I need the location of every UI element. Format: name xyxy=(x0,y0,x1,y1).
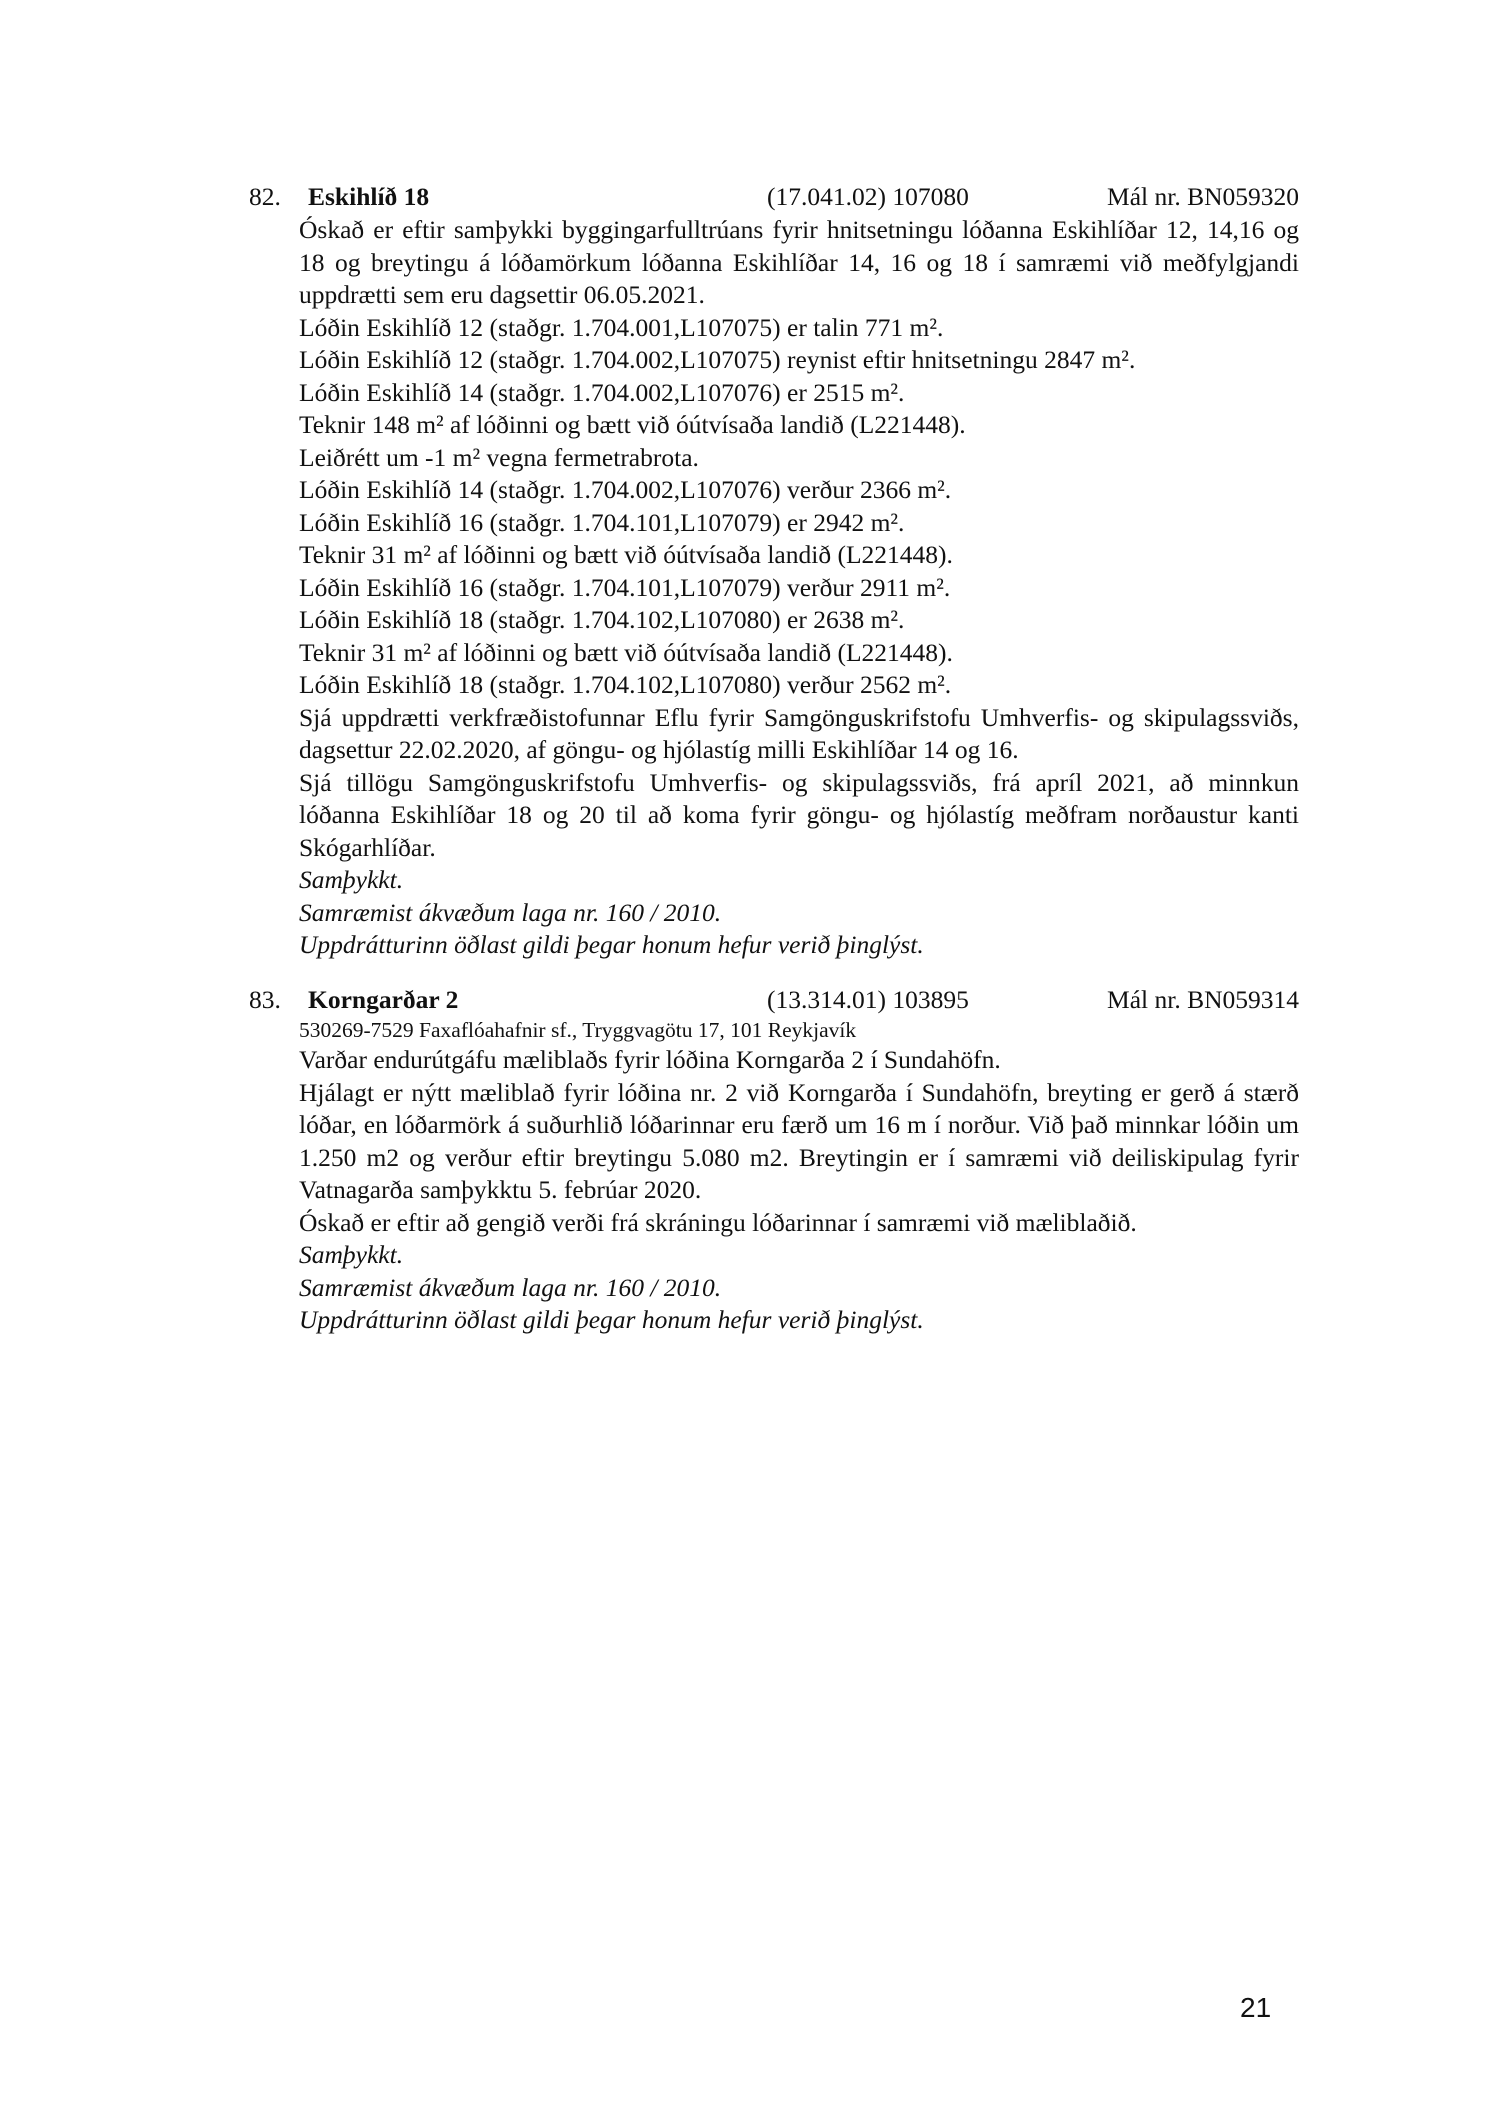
page-number: 21 xyxy=(1240,1992,1272,2023)
item-number: 82. xyxy=(249,182,281,211)
item-line: Lóðin Eskihlíð 14 (staðgr. 1.704.002,L107076) er 2515 m². xyxy=(299,377,905,407)
item-line: Óskað er eftir að gengið verði frá skráningu lóðarinnar í samræmi við mæliblaðið. xyxy=(299,1207,1137,1237)
item-reference: (17.041.02) 107080 xyxy=(767,182,969,211)
item-paragraph: Sjá uppdrætti verkfræðistofunnar Eflu fyrir Samgönguskrifstofu Umhverfis- og skipulagssviðs, dagsettur 22.02.2020, af göngu- og hjólastíg milli Eskihlíðar 14 og 16. xyxy=(299,702,1299,764)
agenda-item-83 xyxy=(249,983,1299,1337)
case-number: Mál nr. BN059314 xyxy=(1107,985,1299,1014)
item-line: Teknir 148 m² af lóðinni og bætt við óútvísaða landið (L221448). xyxy=(299,410,966,439)
item-body xyxy=(299,1017,1299,1337)
agenda-item-82 xyxy=(249,180,1299,962)
item-line: Lóðin Eskihlíð 12 (staðgr. 1.704.002,L107075) reynist eftir hnitsetningu 2847 m². xyxy=(299,345,1136,374)
item-line: Teknir 31 m² af lóðinni og bætt við óútvísaða landið (L221448). xyxy=(299,637,953,667)
item-line: Lóðin Eskihlíð 18 (staðgr. 1.704.102,L107080) er 2638 m². xyxy=(299,605,905,634)
item-line: Lóðin Eskihlíð 18 (staðgr. 1.704.102,L107080) verður 2562 m². xyxy=(299,670,952,699)
item-header xyxy=(249,983,1299,1017)
applicant: 530269-7529 Faxaflóahafnir sf., Tryggvagötu 17, 101 Reykjavík xyxy=(299,1018,857,1042)
item-paragraph: Óskað er eftir samþykki byggingarfulltrúans fyrir hnitsetningu lóðanna Eskihlíðar 12, 14,16 og 18 og breytingu á lóðamörkum lóðanna Eskihlíðar 14, 16 og 18 í samræmi við meðfylgjandi uppdrætti sem eru dagsettir 06.05.2021. xyxy=(299,215,1299,309)
decision-registration-note: Uppdrátturinn öðlast gildi þegar honum hefur verið þinglýst. xyxy=(299,930,924,959)
item-line: Lóðin Eskihlíð 16 (staðgr. 1.704.101,L107079) er 2942 m². xyxy=(299,507,905,537)
item-line: Lóðin Eskihlíð 14 (staðgr. 1.704.002,L107076) verður 2366 m². xyxy=(299,475,952,504)
item-header xyxy=(249,180,1299,214)
decision-approved: Samþykkt. xyxy=(299,865,404,894)
decision-law-reference: Samræmist ákvæðum laga nr. 160 / 2010. xyxy=(299,897,722,927)
case-number: Mál nr. BN059320 xyxy=(1107,182,1299,211)
item-paragraph: Hjálagt er nýtt mæliblað fyrir lóðina nr. 2 við Korngarða í Sundahöfn, breyting er gerð á stærð lóðar, en lóðarmörk á suðurhlið lóðarinnar eru færð um 16 m í norður. Við það minnkar lóðin um 1.250 m2 og verður eftir breytingu 5.080 m2. Breytingin er í samræmi við deiliskipulag fyrir Vatnagarða samþykktu 5. febrúar 2020. xyxy=(299,1077,1299,1204)
item-line: Leiðrétt um -1 m² vegna fermetrabrota. xyxy=(299,442,699,472)
item-line: Teknir 31 m² af lóðinni og bætt við óútvísaða landið (L221448). xyxy=(299,540,953,569)
item-line: Varðar endurútgáfu mæliblaðs fyrir lóðina Korngarða 2 í Sundahöfn. xyxy=(299,1045,1001,1074)
item-title: Korngarðar 2 xyxy=(308,985,459,1014)
item-line: Lóðin Eskihlíð 16 (staðgr. 1.704.101,L107079) verður 2911 m². xyxy=(299,572,951,602)
decision-approved: Samþykkt. xyxy=(299,1240,404,1269)
item-reference: (13.314.01) 103895 xyxy=(767,985,969,1014)
item-line: Lóðin Eskihlíð 12 (staðgr. 1.704.001,L107075) er talin 771 m². xyxy=(299,312,944,342)
item-body xyxy=(299,214,1299,962)
decision-registration-note: Uppdrátturinn öðlast gildi þegar honum hefur verið þinglýst. xyxy=(299,1305,924,1334)
item-number: 83. xyxy=(249,985,281,1014)
decision-law-reference: Samræmist ákvæðum laga nr. 160 / 2010. xyxy=(299,1272,722,1302)
item-title: Eskihlíð 18 xyxy=(308,182,430,211)
item-paragraph: Sjá tillögu Samgönguskrifstofu Umhverfis- og skipulagssviðs, frá apríl 2021, að minnkun lóðanna Eskihlíðar 18 og 20 til að koma fyrir göngu- og hjólastíg meðfram norðaustur kanti Skógarhlíðar. xyxy=(299,767,1299,862)
